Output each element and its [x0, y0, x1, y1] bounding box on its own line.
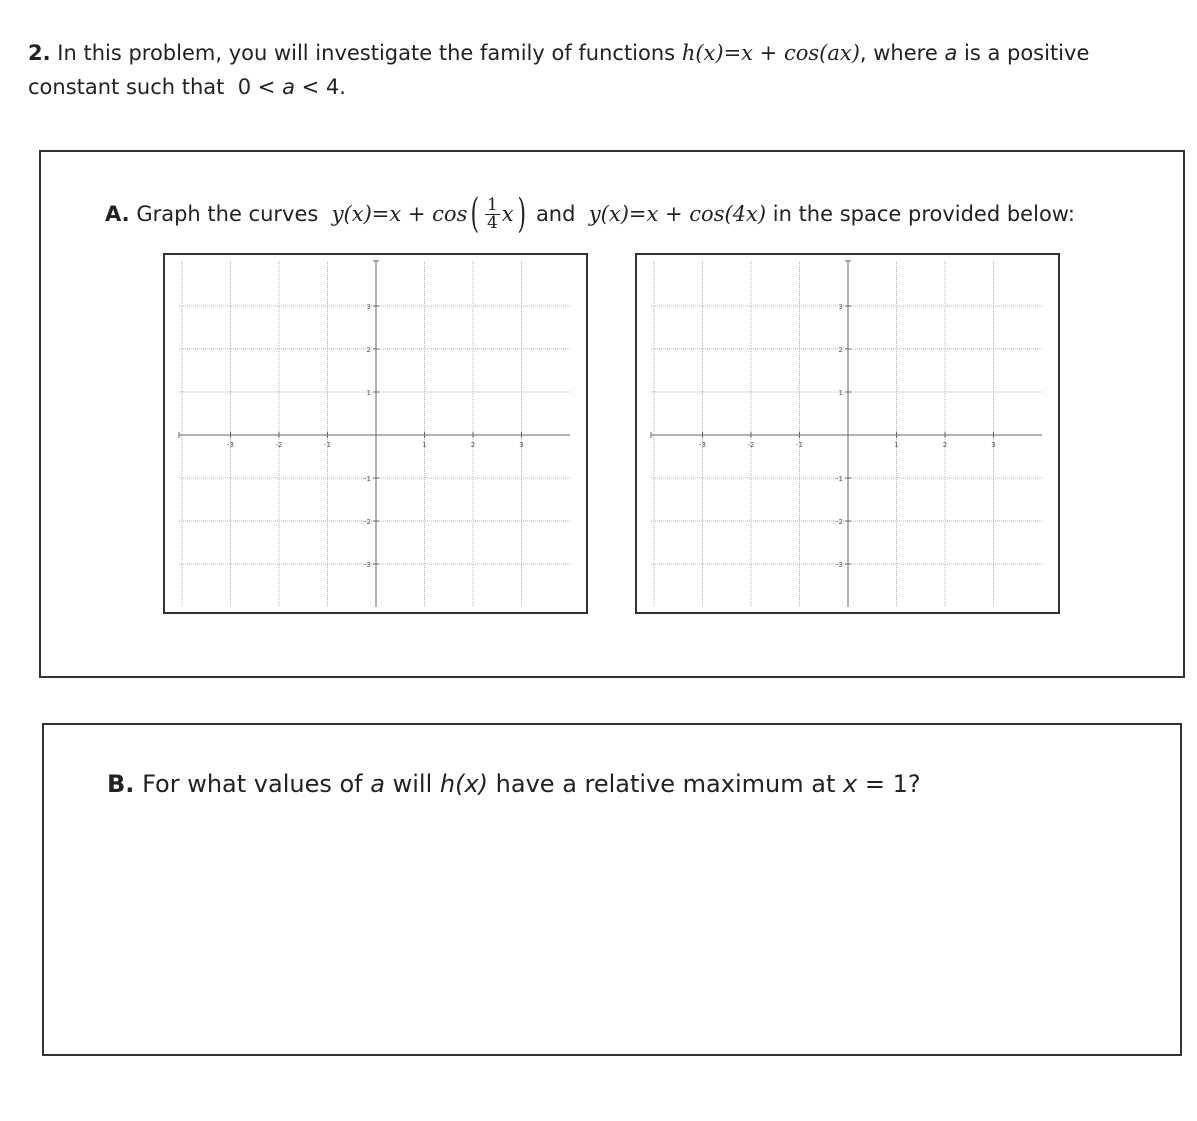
part-b-text-2: will	[392, 770, 433, 798]
y-tick-label: 1	[366, 389, 371, 397]
left-paren: (	[470, 191, 480, 237]
x-tick-label: -2	[747, 441, 755, 449]
y-tick-label: 2	[838, 346, 843, 354]
and-text: and	[535, 202, 576, 226]
curve1-var: x	[501, 202, 514, 226]
part-a-label: A.	[105, 202, 130, 226]
graph-2-svg	[637, 255, 1058, 612]
problem-number: 2.	[28, 41, 51, 65]
part-a-text: Graph the curves	[136, 202, 319, 226]
y-tick-label: -2	[836, 518, 843, 526]
part-a-prompt	[105, 191, 1075, 237]
x-tick-label: 3	[519, 441, 524, 449]
graph-grid-1[interactable]	[163, 253, 588, 614]
graph-grid-2[interactable]	[635, 253, 1060, 614]
part-b-func: h(x)	[439, 770, 489, 798]
fraction-denominator: 4	[486, 212, 498, 233]
fraction	[485, 194, 500, 233]
curve2: y(x)=x + cos(4x)	[588, 202, 767, 226]
y-tick-label: 1	[838, 389, 843, 397]
x-tick-label: -3	[227, 441, 234, 449]
x-tick-label: -3	[699, 441, 706, 449]
y-tick-label: -2	[364, 518, 371, 526]
problem-intro	[28, 36, 1178, 104]
x-tick-label: 3	[991, 441, 996, 449]
part-b-label: B.	[107, 770, 135, 798]
part-b-text-1: For what values of	[142, 770, 363, 798]
function-h: h(x)=x + cos(ax)	[681, 41, 860, 65]
part-b-prompt	[107, 770, 921, 798]
x-tick-label: -1	[796, 441, 803, 449]
constraint-lhs: 0 <	[237, 75, 276, 99]
y-tick-label: 2	[366, 346, 371, 354]
y-tick-label: -1	[836, 475, 843, 483]
x-tick-label: 2	[942, 441, 948, 449]
constraint-var: a	[282, 75, 295, 99]
x-tick-label: -1	[324, 441, 331, 449]
part-b-text-3: have a relative maximum at	[495, 770, 836, 798]
right-paren: )	[517, 191, 526, 237]
intro-text-4: constant such that	[28, 75, 225, 99]
curve1-prefix: y(x)=x + cos	[331, 202, 468, 226]
intro-text-2: , where	[859, 41, 938, 65]
y-tick-label: -3	[364, 561, 371, 569]
x-tick-label: 1	[894, 441, 899, 449]
var-a: a	[944, 41, 958, 65]
part-b-var-a: a	[370, 770, 385, 798]
y-tick-label: 3	[366, 303, 371, 311]
intro-text-3: is a positive	[964, 41, 1090, 65]
x-tick-label: -2	[275, 441, 283, 449]
intro-text: In this problem, you will investigate the family of functions	[57, 41, 676, 65]
part-b-text-4: = 1?	[864, 770, 921, 798]
x-tick-label: 2	[470, 441, 476, 449]
part-b-var-x: x	[843, 770, 858, 798]
fraction-numerator: 1	[486, 194, 498, 215]
y-tick-label: 3	[838, 303, 843, 311]
x-tick-label: 1	[422, 441, 427, 449]
part-a-text-2: in the space provided below:	[772, 202, 1075, 226]
y-tick-label: -3	[836, 561, 843, 569]
constraint-rhs: < 4.	[301, 75, 346, 99]
y-tick-label: -1	[364, 475, 371, 483]
graph-1-svg	[165, 255, 586, 612]
